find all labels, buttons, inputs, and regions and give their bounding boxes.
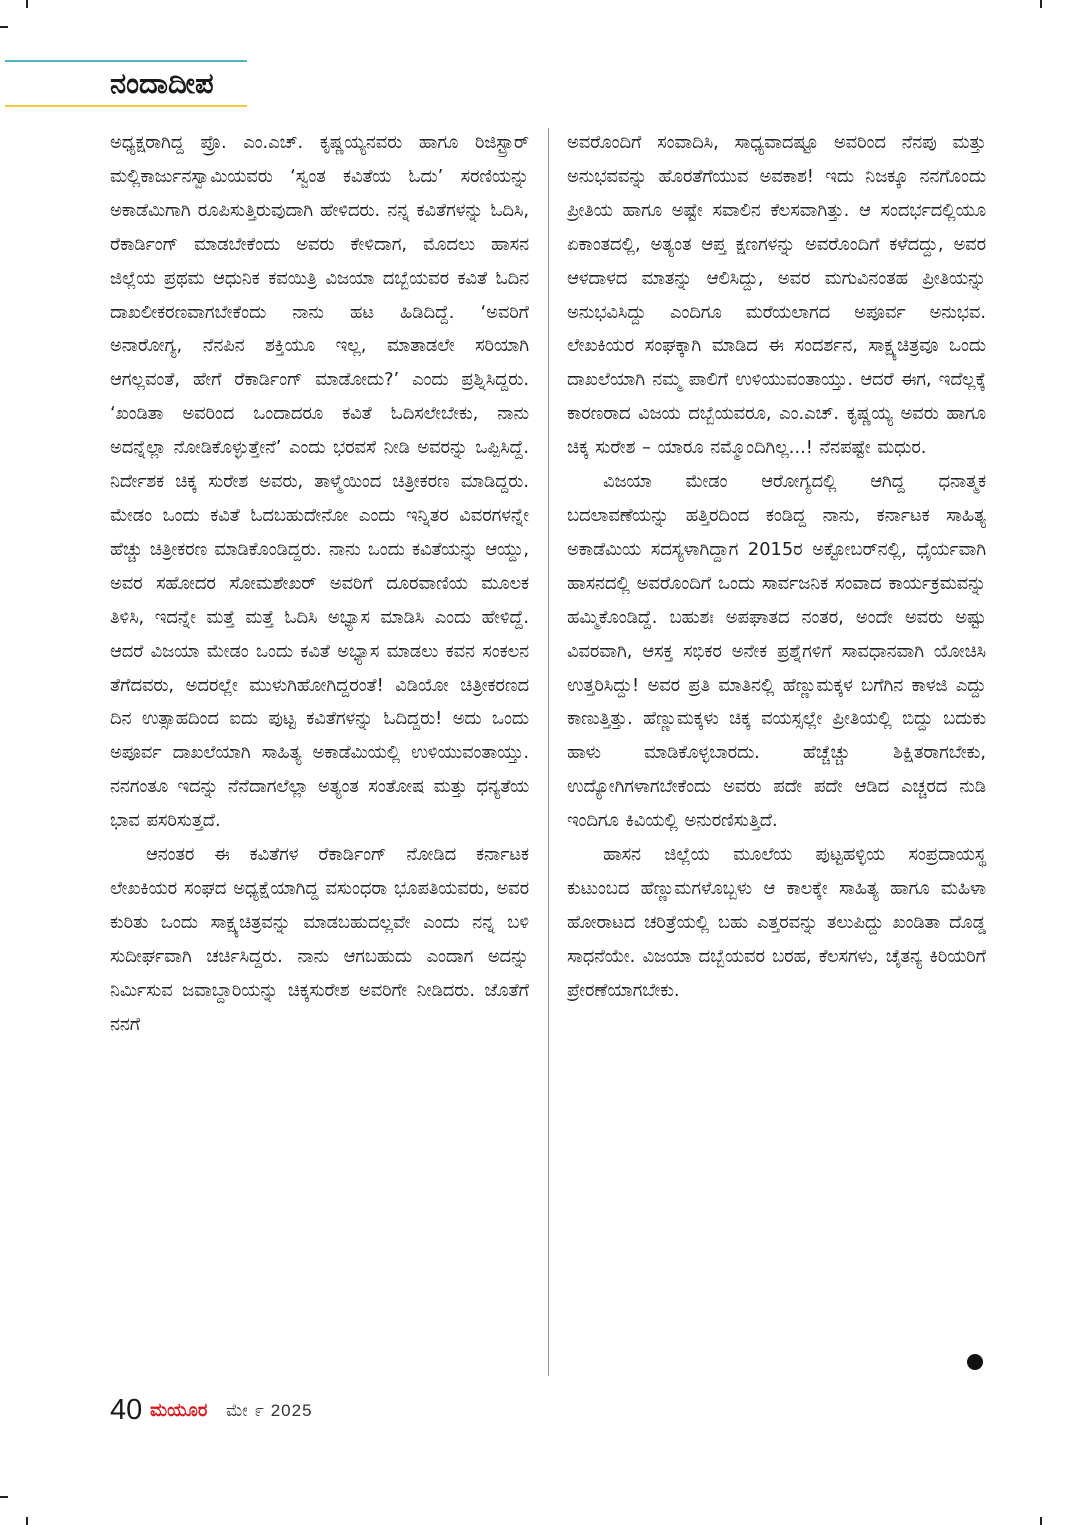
article-paragraph: ಆನಂತರ ಈ ಕವಿತೆಗಳ ರೆಕಾರ್ಡಿಂಗ್ ನೋಡಿದ ಕರ್ನಾಟಕ ಲೇಖಕಿಯರ ಸಂಘದ ಅಧ್ಯಕ್ಷೆಯಾಗಿದ್ದ ವಸುಂಧರಾ ಭೂಪತಿಯವರು, ಅವರ ಕುರಿತು ಒಂದು ಸಾಕ್ಷ್ಯಚಿತ್ರವನ್ನು ಮಾಡಬಹುದಲ್ಲವೇ ಎಂದು ನನ್ನ ಬಳಿ ಸುದೀರ್ಘವಾಗಿ ಚರ್ಚಿಸಿದ್ದರು. ನಾನು ಆಗಬಹುದು ಎಂದಾಗ ಅದನ್ನು ನಿರ್ಮಿಸುವ ಜವಾಬ್ದಾರಿಯನ್ನು ಚಿಕ್ಕಸುರೇಶ ಅವರಿಗೇ ನೀಡಿದರು. ಜೊತೆಗೆ ನನಗೆ [110,844,529,1035]
article-paragraph: ಹಾಸನ ಜಿಲ್ಲೆಯ ಮೂಲೆಯ ಪುಟ್ಟಹಳ್ಳಿಯ ಸಂಪ್ರದಾಯಸ್ಥ ಕುಟುಂಬದ ಹೆಣ್ಣುಮಗಳೊಬ್ಬಳು ಆ ಕಾಲಕ್ಕೇ ಸಾಹಿತ್ಯ ಹಾಗೂ ಮಹಿಳಾ ಹೋರಾಟದ ಚರಿತ್ರೆಯಲ್ಲಿ ಬಹು ಎತ್ತರವನ್ನು ತಲುಪಿದ್ದು ಖಂಡಿತಾ ದೊಡ್ಡ ಸಾಧನೆಯೇ. ವಿಜಯಾ ದಬ್ಬೆಯವರ ಬರಹ, ಕೆಲಸಗಳು, ಚೈತನ್ಯ ಕಿರಿಯರಿಗೆ ಪ್ರೇರಣೆಯಾಗಬೇಕು. [567,844,986,1001]
magazine-logo: ಮಯೂರ [150,1400,208,1420]
issue-date: ಮೇ ೯ 2025 [226,1401,313,1420]
article-column-left [110,126,529,1041]
article-column-right [567,126,986,1008]
header-bottom-rule [5,105,247,107]
end-of-article-bullet-icon [967,1354,983,1370]
page-number: 40 [110,1394,143,1426]
article-paragraph: ಅವರೊಂದಿಗೆ ಸಂವಾದಿಸಿ, ಸಾಧ್ಯವಾದಷ್ಟೂ ಅವರಿಂದ ನೆನಪು ಮತ್ತು ಅನುಭವವನ್ನು ಹೊರತೆಗೆಯುವ ಅವಕಾಶ! ಇದು ನಿಜಕ್ಕೂ ನನಗೊಂದು ಪ್ರೀತಿಯ ಹಾಗೂ ಅಷ್ಟೇ ಸವಾಲಿನ ಕೆಲಸವಾಗಿತ್ತು. ಆ ಸಂದರ್ಭದಲ್ಲಿಯೂ ಏಕಾಂತದಲ್ಲಿ, ಅತ್ಯಂತ ಆಪ್ತ ಕ್ಷಣಗಳನ್ನು ಅವರೊಂದಿಗೆ ಕಳೆದದ್ದು, ಅವರ ಆಳದಾಳದ ಮಾತನ್ನು ಆಲಿಸಿದ್ದು, ಅವರ ಮಗುವಿನಂತಹ ಪ್ರೀತಿಯನ್ನು ಅನುಭವಿಸಿದ್ದು ಎಂದಿಗೂ ಮರೆಯಲಾಗದ ಅಪೂರ್ವ ಅನುಭವ. ಲೇಖಕಿಯರ ಸಂಘಕ್ಕಾಗಿ ಮಾಡಿದ ಈ ಸಂದರ್ಶನ, ಸಾಕ್ಷ್ಯಚಿತ್ರವೂ ಒಂದು ದಾಖಲೆಯಾಗಿ ನಮ್ಮ ಪಾಲಿಗೆ ಉಳಿಯುವಂತಾಯ್ತು. ಆದರೆ ಈಗ, ಇದೆಲ್ಲಕ್ಕೆ ಕಾರಣರಾದ ವಿಜಯ ದಬ್ಬೆಯವರೂ, ಎಂ.ಎಚ್. ಕೃಷ್ಣಯ್ಯ ಅವರು ಹಾಗೂ ಚಿಕ್ಕ ಸುರೇಶ – ಯಾರೂ ನಮ್ಮೊಂದಿಗಿಲ್ಲ...! ನೆನಪಷ್ಟೇ ಮಧುರ. [567,132,986,459]
article-paragraph: ಅಧ್ಯಕ್ಷರಾಗಿದ್ದ ಪ್ರೊ. ಎಂ.ಎಚ್. ಕೃಷ್ಣಯ್ಯನವರು ಹಾಗೂ ರಿಜಿಸ್ಟ್ರಾರ್ ಮಲ್ಲಿಕಾರ್ಜುನಸ್ವಾಮಿಯವರು ‘ಸ್ವಂತ ಕವಿತೆಯ ಓದು’ ಸರಣಿಯನ್ನು ಅಕಾಡೆಮಿಗಾಗಿ ರೂಪಿಸುತ್ತಿರುವುದಾಗಿ ಹೇಳಿದರು. ನನ್ನ ಕವಿತೆಗಳನ್ನು ಓದಿಸಿ, ರೆಕಾರ್ಡಿಂಗ್ ಮಾಡಬೇಕೆಂದು ಅವರು ಕೇಳಿದಾಗ, ಮೊದಲು ಹಾಸನ ಜಿಲ್ಲೆಯ ಪ್ರಥಮ ಆಧುನಿಕ ಕವಯಿತ್ರಿ ವಿಜಯಾ ದಬ್ಬೆಯವರ ಕವಿತೆ ಓದಿನ ದಾಖಲೀಕರಣವಾಗಬೇಕೆಂದು ನಾನು ಹಟ ಹಿಡಿದಿದ್ದೆ. ‘ಅವರಿಗೆ ಅನಾರೋಗ್ಯ, ನೆನಪಿನ ಶಕ್ತಿಯೂ ಇಲ್ಲ, ಮಾತಾಡಲೇ ಸರಿಯಾಗಿ ಆಗಲ್ಲವಂತೆ, ಹೇಗೆ ರೆಕಾರ್ಡಿಂಗ್ ಮಾಡೋದು?’ ಎಂದು ಪ್ರಶ್ನಿಸಿದ್ದರು. ‘ಖಂಡಿತಾ ಅವರಿಂದ ಒಂದಾದರೂ ಕವಿತೆ ಓದಿಸಲೇಬೇಕು, ನಾನು ಅದನ್ನೆಲ್ಲಾ ನೋಡಿಕೊಳ್ಳುತ್ತೇನೆ’ ಎಂದು ಭರವಸೆ ನೀಡಿ ಅವರನ್ನು ಒಪ್ಪಿಸಿದ್ದೆ. ನಿರ್ದೇಶಕ ಚಿಕ್ಕ ಸುರೇಶ ಅವರು, ತಾಳ್ಮೆಯಿಂದ ಚಿತ್ರೀಕರಣ ಮಾಡಿದ್ದರು. ಮೇಡಂ ಒಂದು ಕವಿತೆ ಓದಬಹುದೇನೋ ಎಂದು ಇನ್ನಿತರ ವಿವರಗಳನ್ನೇ ಹೆಚ್ಚು ಚಿತ್ರೀಕರಣ ಮಾಡಿಕೊಂಡಿದ್ದರು. ನಾನು ಒಂದು ಕವಿತೆಯನ್ನು ಆಯ್ದು, ಅವರ ಸಹೋದರ ಸೋಮಶೇಖರ್ ಅವರಿಗೆ ದೂರವಾಣಿಯ ಮೂಲಕ ತಿಳಿಸಿ, ಇದನ್ನೇ ಮತ್ತೆ ಮತ್ತೆ ಓದಿಸಿ ಅಭ್ಯಾಸ ಮಾಡಿಸಿ ಎಂದು ಹೇಳಿದ್ದೆ. ಆದರೆ ವಿಜಯಾ ಮೇಡಂ ಒಂದು ಕವಿತೆ ಅಭ್ಯಾಸ ಮಾಡಲು ಕವನ ಸಂಕಲನ ತೆಗೆದವರು, ಅದರಲ್ಲೇ ಮುಳುಗಿಹೋಗಿದ್ದರಂತೆ! ವಿಡಿಯೋ ಚಿತ್ರೀಕರಣದ ದಿನ ಉತ್ಸಾಹದಿಂದ ಐದು ಪುಟ್ಟ ಕವಿತೆಗಳನ್ನು ಓದಿದ್ದರು! ಅದು ಒಂದು ಅಪೂರ್ವ ದಾಖಲೆಯಾಗಿ ಸಾಹಿತ್ಯ ಅಕಾಡೆಮಿಯಲ್ಲಿ ಉಳಿಯುವಂತಾಯ್ತು. ನನಗಂತೂ ಇದನ್ನು ನೆನೆದಾಗಲೆಲ್ಲಾ ಅತ್ಯಂತ ಸಂತೋಷ ಮತ್ತು ಧನ್ಯತೆಯ ಭಾವ ಪಸರಿಸುತ್ತದೆ. [110,132,529,832]
header-top-rule [5,60,247,62]
crop-mark-bottom-right [1040,1517,1042,1525]
crop-mark-bottom-left [26,1517,28,1525]
column-divider [548,128,549,1376]
crop-mark-top-right [1040,0,1042,8]
crop-mark-top-left [26,0,28,8]
crop-mark-left-top [0,26,8,28]
article-paragraph: ವಿಜಯಾ ಮೇಡಂ ಆರೋಗ್ಯದಲ್ಲಿ ಆಗಿದ್ದ ಧನಾತ್ಮಕ ಬದಲಾವಣೆಯನ್ನು ಹತ್ತಿರದಿಂದ ಕಂಡಿದ್ದ ನಾನು, ಕರ್ನಾಟಕ ಸಾಹಿತ್ಯ ಅಕಾಡೆಮಿಯ ಸದಸ್ಯಳಾಗಿದ್ದಾಗ 2015ರ ಅಕ್ಟೋಬರ್‌ನಲ್ಲಿ, ಧೈರ್ಯವಾಗಿ ಹಾಸನದಲ್ಲಿ ಅವರೊಂದಿಗೆ ಒಂದು ಸಾರ್ವಜನಿಕ ಸಂವಾದ ಕಾರ್ಯಕ್ರಮವನ್ನು ಹಮ್ಮಿಕೊಂಡಿದ್ದೆ. ಬಹುಶಃ ಅಪಘಾತದ ನಂತರ, ಅಂದೇ ಅವರು ಅಷ್ಟು ವಿವರವಾಗಿ, ಆಸಕ್ತ ಸಭಿಕರ ಅನೇಕ ಪ್ರಶ್ನೆಗಳಿಗೆ ಸಾವಧಾನವಾಗಿ ಯೋಚಿಸಿ ಉತ್ತರಿಸಿದ್ದು! ಅವರ ಪ್ರತಿ ಮಾತಿನಲ್ಲಿ ಹೆಣ್ಣುಮಕ್ಕಳ ಬಗೆಗಿನ ಕಾಳಜಿ ಎದ್ದು ಕಾಣುತ್ತಿತ್ತು. ಹೆಣ್ಣುಮಕ್ಕಳು ಚಿಕ್ಕ ವಯಸ್ಸಲ್ಲೇ ಪ್ರೀತಿಯಲ್ಲಿ ಬಿದ್ದು ಬದುಕು ಹಾಳು ಮಾಡಿಕೊಳ್ಳಬಾರದು. ಹೆಚ್ಚೆಚ್ಚು ಶಿಕ್ಷಿತರಾಗಬೇಕು, ಉದ್ಯೋಗಿಗಳಾಗಬೇಕೆಂದು ಅವರು ಪದೇ ಪದೇ ಆಡಿದ ಎಚ್ಚರದ ನುಡಿ ಇಂದಿಗೂ ಕಿವಿಯಲ್ಲಿ ಅನುರಣಿಸುತ್ತಿದೆ. [567,471,986,832]
crop-mark-left-bottom [0,1496,8,1498]
section-title: ನಂದಾದೀಪ [110,66,214,100]
